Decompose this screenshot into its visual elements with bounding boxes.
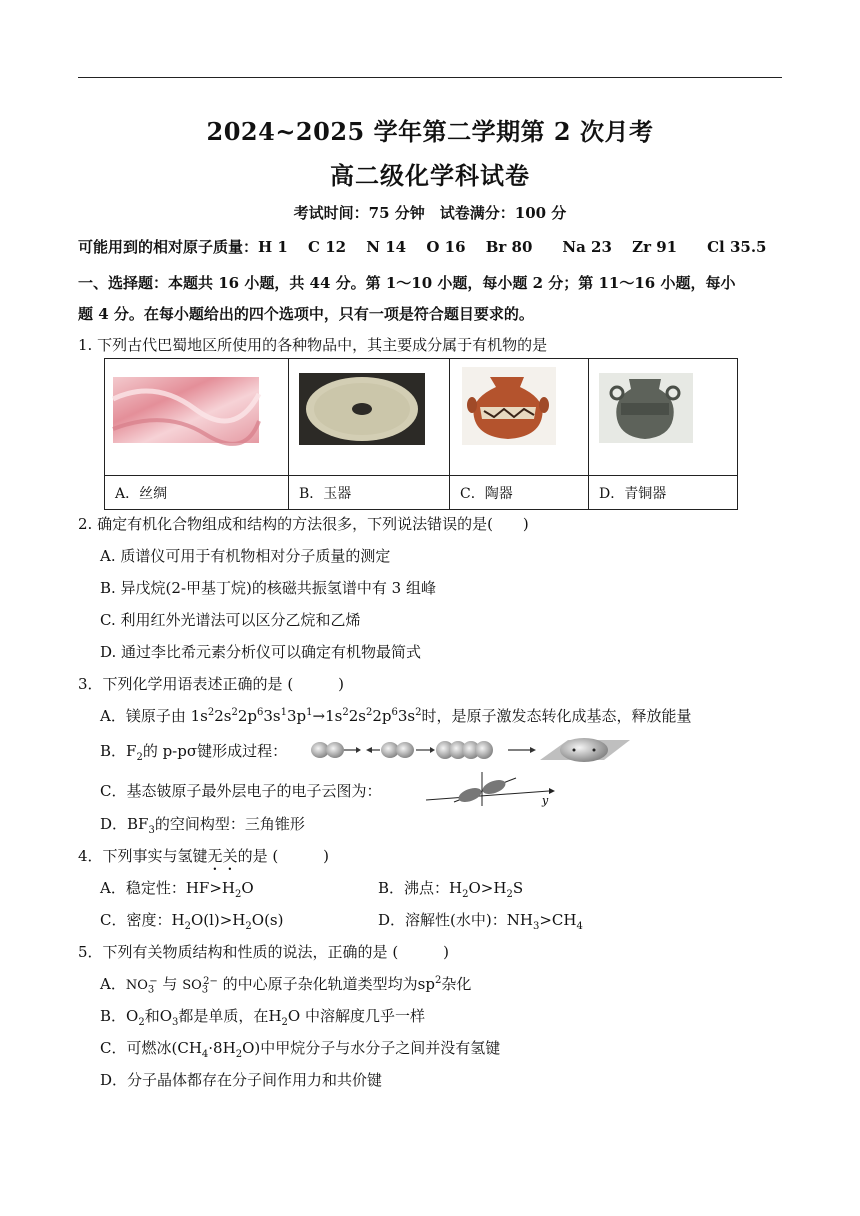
q4-stem-post: 的是 ( ) [237, 847, 330, 865]
nitrate-ion: $NO_3^-$ [125, 975, 158, 996]
q2-option-c[interactable]: C. 利用红外光谱法可以区分乙烷和乙烯 [100, 611, 361, 629]
q3a-text-6: →1s [312, 707, 343, 725]
sulfite-symbol: SO [182, 978, 202, 993]
q3d-text-1: D．BF [100, 815, 149, 833]
q5b-text-1: B． [100, 1007, 127, 1025]
q4-option-b[interactable]: B．沸点：$H_2O>H_2S$ [378, 879, 524, 900]
pottery-image [450, 359, 588, 471]
q3b-text-2: 的 p-pσ键形成过程： [142, 742, 288, 760]
q5b-text-4: O 中溶解度几乎一样 [287, 1007, 425, 1025]
q4c-text-3: O(s) [251, 911, 284, 929]
q5b-o3: O [159, 1007, 173, 1025]
q4b-text-1: B．沸点：H [378, 879, 463, 897]
q4d-text-2: >CH [539, 911, 577, 929]
jade-disc-image [289, 359, 449, 471]
bronze-vessel-image [589, 359, 737, 471]
exam-subtitle: 高二级化学科试卷 [330, 161, 530, 190]
q3-option-b[interactable]: B．$F_2$的 p-pσ键形成过程： [100, 742, 288, 763]
q2-option-a[interactable]: A. 质谱仪可用于有机物相对分子质量的测定 [100, 547, 391, 565]
q1-image-cell-d [589, 359, 738, 476]
q1-image-cell-b [289, 359, 450, 476]
atomic-masses: 可能用到的相对原子质量：H 1 C 12 N 14 O 16 Br 80 Na 23 Zr 91 Cl 35.5 [78, 238, 767, 256]
q5b-h2o: H [268, 1007, 282, 1025]
q1-option-c[interactable]: C．陶器 [450, 476, 589, 510]
q4-stem-emphasis: 无关 [207, 847, 238, 865]
q3a-text-1: A．镁原子由 1s [100, 707, 208, 725]
silk-image [105, 359, 288, 471]
q3-option-a[interactable]: A．镁原子由 $1s^22s^22p^63s^13p^1\to 1s^22s^22p^63s^2$时，是原子激发态转化成基态，释放能量 [100, 707, 692, 725]
q3a-text-4: 3s [263, 707, 281, 725]
q5b-text-3: 都是单质，在 [178, 1007, 269, 1025]
axis-label-y: y [542, 794, 549, 807]
q4c-text-2: O(l)>H [190, 911, 246, 929]
q5c-text-3: O)中甲烷分子与水分子之间并没有氢键 [242, 1039, 501, 1057]
q4b-text-3: S [512, 879, 524, 897]
q1-option-d[interactable]: D．青铜器 [589, 476, 738, 510]
q2-stem: 2. 确定有机化合物组成和结构的方法很多，下列说法错误的是( ) [78, 515, 529, 533]
q3a-text-8: 2p [372, 707, 392, 725]
section-intro-line1: 一、选择题：本题共 16 小题，共 44 分。第 1～10 小题，每小题 2 分；第 11～16 小题，每小 [78, 274, 736, 292]
q5c-text-2: ·8H [208, 1039, 236, 1057]
q3-option-c[interactable]: C．基态铍原子最外层电子的电子云图为： [100, 782, 382, 800]
sulfite-ion: $SO_3^{2-}$ [182, 975, 218, 996]
q5b-o2: O [126, 1007, 139, 1025]
q3a-text-9: 3s [397, 707, 416, 725]
q3a-text-10: 时，是原子激发态转化成基态，释放能量 [421, 707, 692, 725]
q1-image-cell-c [450, 359, 589, 476]
q1-option-a[interactable]: A．丝绸 [105, 476, 289, 510]
section-intro-line2: 题 4 分。在每小题给出的四个选项中，只有一项是符合题目要求的。 [78, 305, 534, 323]
q5-option-a[interactable]: A．$NO_3^-$ 与 $SO_3^{2-}$ 的中心原子杂化轨道类型均为$sp^2$杂化 [100, 975, 472, 996]
q4b-text-2: O>H [468, 879, 507, 897]
q5a-text-2: 与 [157, 975, 183, 993]
q5-option-b[interactable]: B．$O_2$和$O_3$都是单质，在$H_2O$ 中溶解度几乎一样 [100, 1007, 425, 1028]
q4a-text-2: O [241, 879, 254, 897]
q3a-text-3: 2p [237, 707, 257, 725]
q4a-text-1: A．稳定性：HF>H [100, 879, 235, 897]
q3d-text-2: 的空间构型：三角锥形 [154, 815, 305, 833]
q1-stem: 1. 下列古代巴蜀地区所使用的各种物品中，其主要成分属于有机物的是 [78, 336, 548, 354]
q2-option-d[interactable]: D. 通过李比希元素分析仪可以确定有机物最简式 [100, 643, 422, 661]
q3-stem: 3．下列化学用语表述正确的是 ( ) [78, 675, 345, 693]
q5c-text-1: C．可燃冰( [100, 1039, 178, 1057]
q5a-text-3: 的中心原子杂化轨道类型均为sp [217, 975, 435, 993]
q1-image-cell-a [105, 359, 289, 476]
q4-option-a[interactable]: A．稳定性：$HF>H_2O$ [100, 879, 254, 900]
q4-stem-pre: 4．下列事实与氢键 [78, 847, 208, 865]
q4-option-d[interactable]: D．溶解性(水中)：$NH_3>CH_4$ [378, 911, 583, 932]
header-rule [78, 77, 782, 78]
q3b-text-1: B．F [100, 742, 137, 760]
q4c-text-1: C．密度：H [100, 911, 185, 929]
q1-options-table [104, 358, 738, 510]
nitrate-symbol: NO [125, 978, 148, 993]
q5a-text-1: A． [100, 975, 126, 993]
q5-option-c[interactable]: C．可燃冰$(CH_4\cdot 8H_2O)$中甲烷分子与水分子之间并没有氢键 [100, 1039, 501, 1060]
q5b-text-2: 和 [144, 1007, 160, 1025]
q2-option-b[interactable]: B. 异戊烷(2-甲基丁烷)的核磁共振氢谱中有 3 组峰 [100, 579, 436, 597]
exam-title: 2024~2025 学年第二学期第 2 次月考 [206, 117, 654, 146]
q3a-text-5: 3p [287, 707, 307, 725]
be-electron-cloud-diagram [424, 770, 564, 808]
q3a-text-2: 2s [214, 707, 232, 725]
q5c-ch4: CH [177, 1039, 202, 1057]
q4-stem [78, 845, 329, 874]
exam-info: 考试时间：75 分钟 试卷满分：100 分 [293, 204, 567, 222]
q1-option-b[interactable]: B．玉器 [289, 476, 450, 510]
p-p-sigma-bond-diagram [308, 734, 633, 766]
q5-option-d[interactable]: D．分子晶体都存在分子间作用力和共价键 [100, 1071, 383, 1089]
q5-stem: 5．下列有关物质结构和性质的说法，正确的是 ( ) [78, 943, 450, 961]
q3a-text-7: 2s [348, 707, 366, 725]
q4-option-c[interactable]: C．密度：$H_2O(l)>H_2O(s)$ [100, 911, 284, 932]
q3-option-d[interactable]: D．$BF_3$的空间构型：三角锥形 [100, 815, 305, 836]
q4d-text-1: D．溶解性(水中)：NH [378, 911, 533, 929]
q5a-text-4: 杂化 [441, 975, 472, 993]
